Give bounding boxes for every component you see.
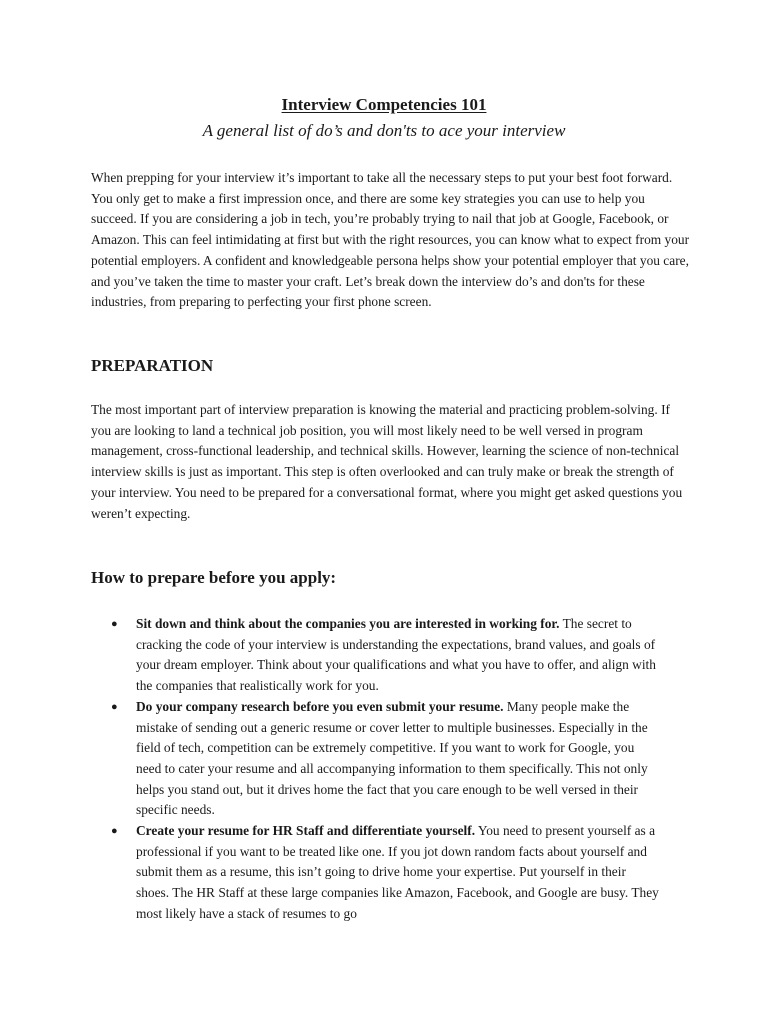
list-item-lead: Do your company research before you even submit your resume. (136, 698, 504, 714)
bullet-icon: ● (111, 618, 118, 630)
list-item (91, 821, 661, 925)
bullet-icon: ● (111, 700, 118, 713)
list-item-lead: Sit down and think about the companies you are interested in working for. (136, 616, 560, 631)
list-item-lead: Create your resume for HR Staff and differentiate yourself. (136, 823, 476, 839)
list-item-text: Many people make the mistake of sending out a generic resume or cover letter to multiple businesses. Especially in the field of tech, competition can be extremely competitive. If you want to work for Google, you need to cater your resume and all accompanying information to them specifically. This not only helps you stand out, but it drives home the fact that you care enough to be well versed in their specific needs. (136, 698, 648, 818)
intro-paragraph: When prepping for your interview it’s important to take all the necessary steps to put your best foot forward. You only get to make a first impression once, and there are some key strategies you can use to help you succeed. If you are considering a job in tech, you’re probably trying to nail that job at Google, Facebook, or Amazon. This can feel intimidating at first but with the right resources, you can know what to expect from your potential employers. A confident and knowledgeable persona helps show your potential employer that you care, and you’ve taken the time to master your craft. Let’s break down the interview do’s and don'ts for these industries, from preparing to perfecting your first phone screen. (91, 170, 690, 310)
list-item-text: The secret to cracking the code of your interview is understanding the expectations, brand values, and goals of your dream employer. Think about your qualifications and what you have to offer, and align with the companies that realistically work for you. (136, 616, 656, 694)
list-item (91, 697, 661, 821)
list-item-text: You need to present yourself as a professional if you want to be treated like one. If you jot down random facts about yourself and submit them as a resume, this isn’t going to drive home your expertise. Put yourself in their shoes. The HR Staff at these large companies like Amazon, Facebook, and Google are busy. They most likely have a stack of resumes to go (136, 823, 659, 921)
document-subtitle: A general list of do’s and don'ts to ace your interview (202, 121, 566, 140)
preparation-heading: PREPARATION (91, 356, 214, 375)
preparation-paragraph: The most important part of interview preparation is knowing the material and practicing problem-solving. If you are looking to land a technical job position, you will most likely need to be well versed in program management, cross-functional leadership, and technical skills. However, learning the science of non-technical interview skills is just as important. This step is often overlooked and can truly make or break the strength of your interview. You need to be prepared for a conversational format, where you might get asked questions you weren’t expecting. (91, 402, 683, 521)
how-to-prepare-list (91, 614, 661, 925)
document-title: Interview Competencies 101 (281, 95, 487, 114)
list-item (91, 614, 661, 697)
how-to-prepare-heading: How to prepare before you apply: (91, 568, 337, 587)
bullet-icon: ● (111, 825, 118, 838)
